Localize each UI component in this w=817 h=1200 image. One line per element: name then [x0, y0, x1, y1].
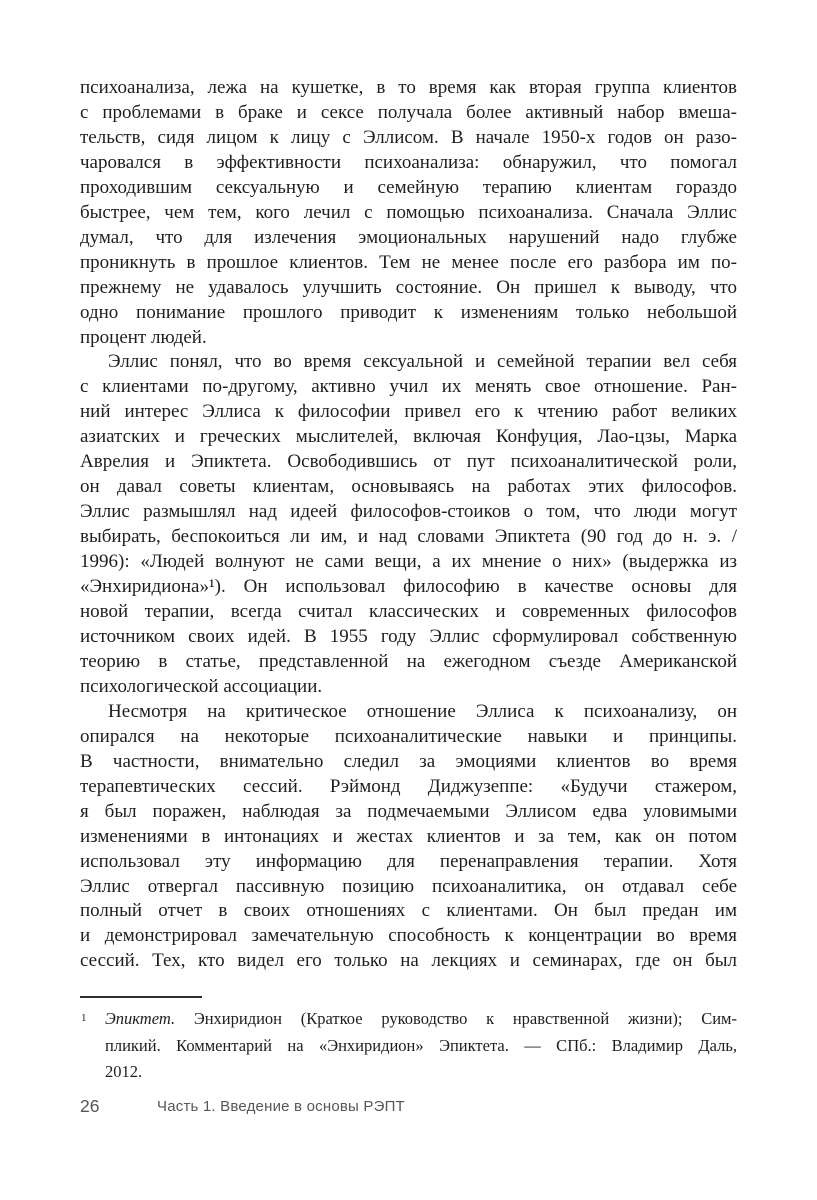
text-line: полный отчет в своих отношениях с клиентами. Он был предан им — [80, 900, 737, 922]
page-footer — [0, 1096, 817, 1120]
footnote — [80, 1006, 737, 1086]
running-title: Часть 1. Введение в основы РЭПТ — [157, 1098, 405, 1115]
text-line: прежнему не удавалось улучшить состояние. Он пришел к выводу, что — [80, 276, 737, 298]
text-line: теорию в статье, представленной на ежегодном съезде Американской — [80, 650, 737, 672]
text-line: психоанализа, лежа на кушетке, в то время как вторая группа клиентов — [80, 77, 737, 98]
footnote-line: 2012. — [105, 1062, 143, 1081]
text-line: проникнуть в прошлое клиентов. Тем не менее после его разбора им по- — [80, 251, 737, 273]
text-line: тельств, сидя лицом к лицу с Эллисом. В начале 1950-х годов он разо- — [80, 126, 737, 148]
text-line: думал, что для излечения эмоциональных нарушений надо глубже — [80, 226, 737, 248]
text-line: быстрее, чем тем, кого лечил с помощью психоанализа. Сначала Эллис — [80, 201, 737, 223]
text-line: психологической ассоциации. — [80, 675, 323, 697]
footnote-line: Эпиктет. Энхиридион (Краткое руководство к нравственной жизни); Сим- — [105, 1009, 737, 1028]
text-line: 1996): «Людей волнуют не сами вещи, а их мнение о них» (выдержка из — [80, 551, 737, 573]
text-line: с проблемами в браке и сексе получала более активный набор вмеша- — [80, 101, 737, 123]
text-line: чаровался в эффективности психоанализа: обнаружил, что помогал — [80, 151, 737, 173]
text-line: изменениями в интонациях и жестах клиентов и за тем, как он потом — [80, 825, 737, 847]
footnote-text — [105, 1006, 737, 1086]
text-line: выбирать, беспокоиться ли им, и над словами Эпиктета (90 год до н. э. / — [80, 526, 737, 548]
text-line: использовал эту информацию для перенаправления терапии. Хотя — [80, 850, 737, 872]
text-line: с клиентами по-другому, активно учил их менять свое отношение. Ран- — [80, 376, 737, 398]
footnote-line: пликий. Комментарий на «Энхиридион» Эпиктета. — СПб.: Владимир Даль, — [105, 1035, 737, 1055]
text-line: В частности, внимательно следил за эмоциями клиентов во время — [80, 750, 737, 772]
footnote-separator — [80, 996, 202, 998]
text-line: одно понимание прошлого приводит к изменениям только небольшой — [80, 301, 737, 323]
text-line: «Энхиридиона»¹). Он использовал философию в качестве основы для — [80, 576, 737, 598]
page-number: 26 — [80, 1096, 100, 1116]
footnote-marker: 1 — [81, 1012, 87, 1024]
text-line: сессий. Тех, кто видел его только на лекциях и семинарах, где он был — [80, 950, 737, 972]
text-line: Эллис размышлял над идеей философов-стоиков о том, что люди могут — [80, 501, 737, 523]
text-line: новой терапии, всегда считал классических и современных философов — [80, 601, 737, 623]
body-text — [80, 76, 737, 974]
text-line: он давал советы клиентам, основываясь на работах этих философов. — [80, 476, 737, 498]
text-line: проходившим сексуальную и семейную терапию клиентам гораздо — [80, 176, 737, 198]
footnote-author-italic: Эпиктет. — [105, 1009, 176, 1028]
text-line: ний интерес Эллиса к философии привел его к чтению работ великих — [80, 401, 737, 423]
text-line: Эллис понял, что во время сексуальной и семейной терапии вел себя — [108, 351, 737, 373]
text-line: Несмотря на критическое отношение Эллиса к психоанализу, он — [108, 700, 737, 722]
text-line: Аврелия и Эпиктета. Освободившись от пут психоаналитической роли, — [80, 451, 737, 473]
text-line: я был поражен, наблюдая за подмечаемыми Эллисом едва уловимыми — [80, 800, 737, 822]
text-line: источником своих идей. В 1955 году Эллис сформулировал собственную — [80, 625, 737, 647]
text-line: азиатских и греческих мыслителей, включая Конфуция, Лао-цзы, Марка — [80, 426, 737, 448]
text-line: терапевтических сессий. Рэймонд Диджузеппе: «Будучи стажером, — [80, 775, 737, 797]
text-line: процент людей. — [80, 326, 207, 348]
text-line: Эллис отвергал пассивную позицию психоаналитика, он отдавал себе — [80, 875, 737, 897]
text-line: опирался на некоторые психоаналитические навыки и принципы. — [80, 725, 737, 747]
text-line: и демонстрировал замечательную способность к концентрации во время — [80, 925, 737, 947]
